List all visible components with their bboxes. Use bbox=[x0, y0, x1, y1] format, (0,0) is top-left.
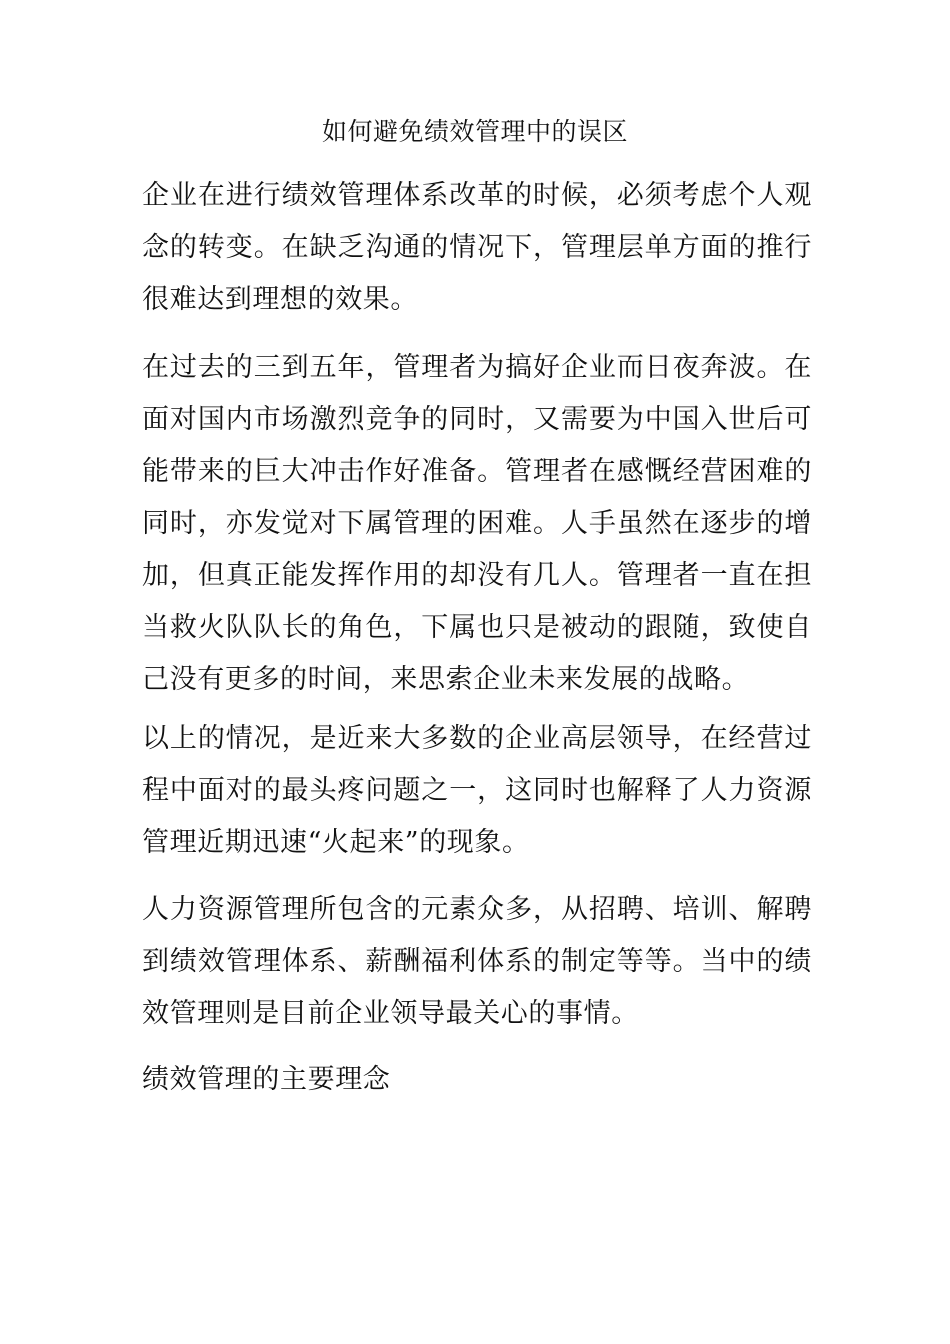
paragraph-background: 在过去的三到五年，管理者为搞好企业而日夜奔波。在面对国内市场激烈竞争的同时，又需要为中国入世后可能带来的巨大冲击作好准备。管理者在感慨经营困难的同时，亦发觉对下属管理的困难。人手虽然在逐步的增加，但真正能发挥作用的却没有几人。管理者一直在担当救火队队长的角色，下属也只是被动的跟随，致使自己没有更多的时间，来思索企业未来发展的战略。 bbox=[142, 352, 812, 695]
paragraph-intro: 企业在进行绩效管理体系改革的时候，必须考虑个人观念的转变。在缺乏沟通的情况下，管理层单方面的推行很难达到理想的效果。 bbox=[142, 180, 812, 315]
paragraph-hr-elements: 人力资源管理所包含的元素众多，从招聘、培训、解聘到绩效管理体系、薪酬福利体系的制定等等。当中的绩效管理则是目前企业领导最关心的事情。 bbox=[142, 894, 812, 1029]
section-heading: 绩效管理的主要理念 bbox=[142, 1064, 391, 1095]
document-title: 如何避免绩效管理中的误区 bbox=[321, 117, 628, 146]
paragraph-situation: 以上的情况，是近来大多数的企业高层领导，在经营过程中面对的最头疼问题之一，这同时也解释了人力资源管理近期迅速“火起来”的现象。 bbox=[142, 723, 812, 858]
